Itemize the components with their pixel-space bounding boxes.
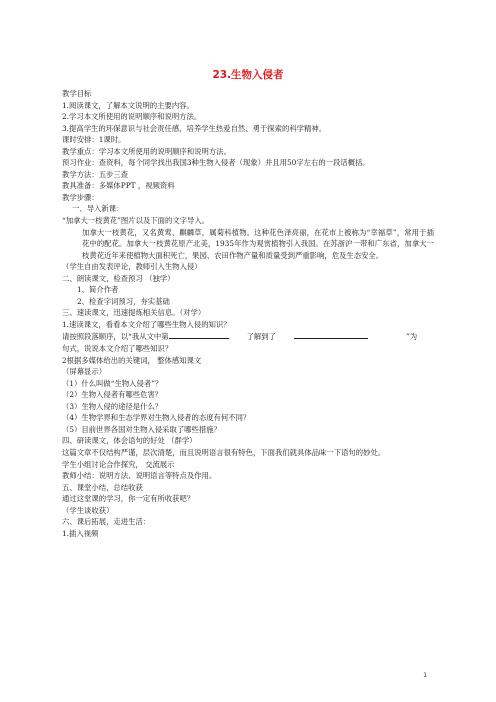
text-line: （学生谈收获） [62, 505, 114, 515]
fill-in-line [62, 330, 434, 343]
step-heading: 六、课后拓展，走进生活： [62, 517, 151, 527]
schedule-line: 课时安排：1课时。 [62, 135, 126, 145]
page-number: 1 [423, 671, 428, 679]
lesson-plan-body [62, 88, 434, 539]
step-heading: 二、朗读课文，检查预习 （独学） [62, 273, 175, 283]
question-item: （1）什么叫做“生物入侵者”？ [62, 378, 163, 388]
question-item: （3）生物入侵的途径是什么？ [62, 401, 163, 411]
step-heading: 三、速读课文，迅速提炼相关信息。（对学） [62, 308, 206, 318]
intro-paragraph: 加拿大一枝黄花，又名黄莺、麒麟草，属菊科植物。这种花色泽亮丽，在花市上被称为“幸福草”，常用于插花中的配花。加拿大一枝黄花原产北美，1935年作为观赏植物引入我国。在苏浙沪一带和广东省，加拿大一枝黄花近年来使植物大面积死亡，果园、农田作物产量和质量受到严重影响，危及生态安全。 [82, 227, 434, 260]
fill-in-text: ”为 [405, 332, 418, 342]
objective-item: 2.学习本文所使用的说明顺序和说明方法。 [62, 112, 202, 122]
text-line: 通过这堂课的学习，你一定有所收获吧？ [62, 494, 195, 504]
homework-line: 预习作业：查资料，每个同学找出我国3种生物入侵者（现象）并且用50字左右的一段话概括。 [62, 158, 370, 168]
page-title: 23.生物入侵者 [212, 69, 284, 81]
text-line: 学生小组讨论合作探究， 交流展示 [62, 459, 175, 469]
fill-in-text: 了解到了 [246, 332, 276, 342]
question-item: （2）生物入侵者有哪些危害？ [62, 390, 163, 400]
text-line: （屏幕显示） [62, 367, 107, 377]
text-line: 句式，说说本文介绍了哪些知识？ [62, 344, 173, 354]
focus-line: 教学重点：学习本文所使用的说明顺序和说明方法。 [62, 146, 231, 156]
objective-item: 3.提高学生的环保意识与社会责任感，培养学生热爱自然、勇于探索的科学精神。 [62, 123, 327, 133]
step-heading: 五、课堂小结，总结收获 [62, 482, 143, 492]
list-item: 1.插入视频 [62, 528, 99, 538]
steps-heading: 教学步骤： [62, 192, 99, 202]
fill-in-blank [294, 330, 368, 339]
question-item: （5）目前世界各国对生物入侵采取了哪些措施？ [62, 424, 221, 434]
list-item: 1、简介作者 [77, 285, 119, 295]
fill-in-text: 请按照段落顺序，以“我从文中第 [62, 332, 169, 342]
text-line: 这篇文章不仅结构严谨，层次清楚，而且说明语言很有特色，下面我们就具体品味一下语句的妙处。 [62, 447, 386, 457]
fill-in-blank [169, 330, 229, 339]
materials-line: 教具准备：多媒体PPT ，视频资料 [62, 181, 175, 191]
method-line: 教学方法：五步三查 [62, 169, 129, 179]
step-heading: 四、研读课文，体会语句的好处 （群学） [62, 436, 197, 446]
objective-item: 1.阅读课文，了解本文说明的主要内容。 [62, 100, 194, 110]
section-heading: 教学目标 [62, 89, 92, 98]
task-line: 2根据多媒体给出的关键词， 整体感知课文 [62, 355, 202, 365]
text-line: （学生自由发表评论，教师引入生物入侵） [62, 262, 202, 272]
text-line: 教师小结：说明方法、说明语言等特点及作用。 [62, 471, 217, 481]
step-heading: 一、导入新课： [72, 204, 124, 214]
question-item: （4）生物学界和生态学界对生物入侵者的态度有何不同？ [62, 413, 251, 423]
task-line: 1.速读课文，看看本文介绍了哪些生物入侵的知识？ [62, 319, 231, 329]
text-line: “加拿大一枝黄花”图片以及下面的文字导入。 [62, 216, 210, 226]
list-item: 2、检查字词预习，夯实基础 [77, 296, 170, 306]
